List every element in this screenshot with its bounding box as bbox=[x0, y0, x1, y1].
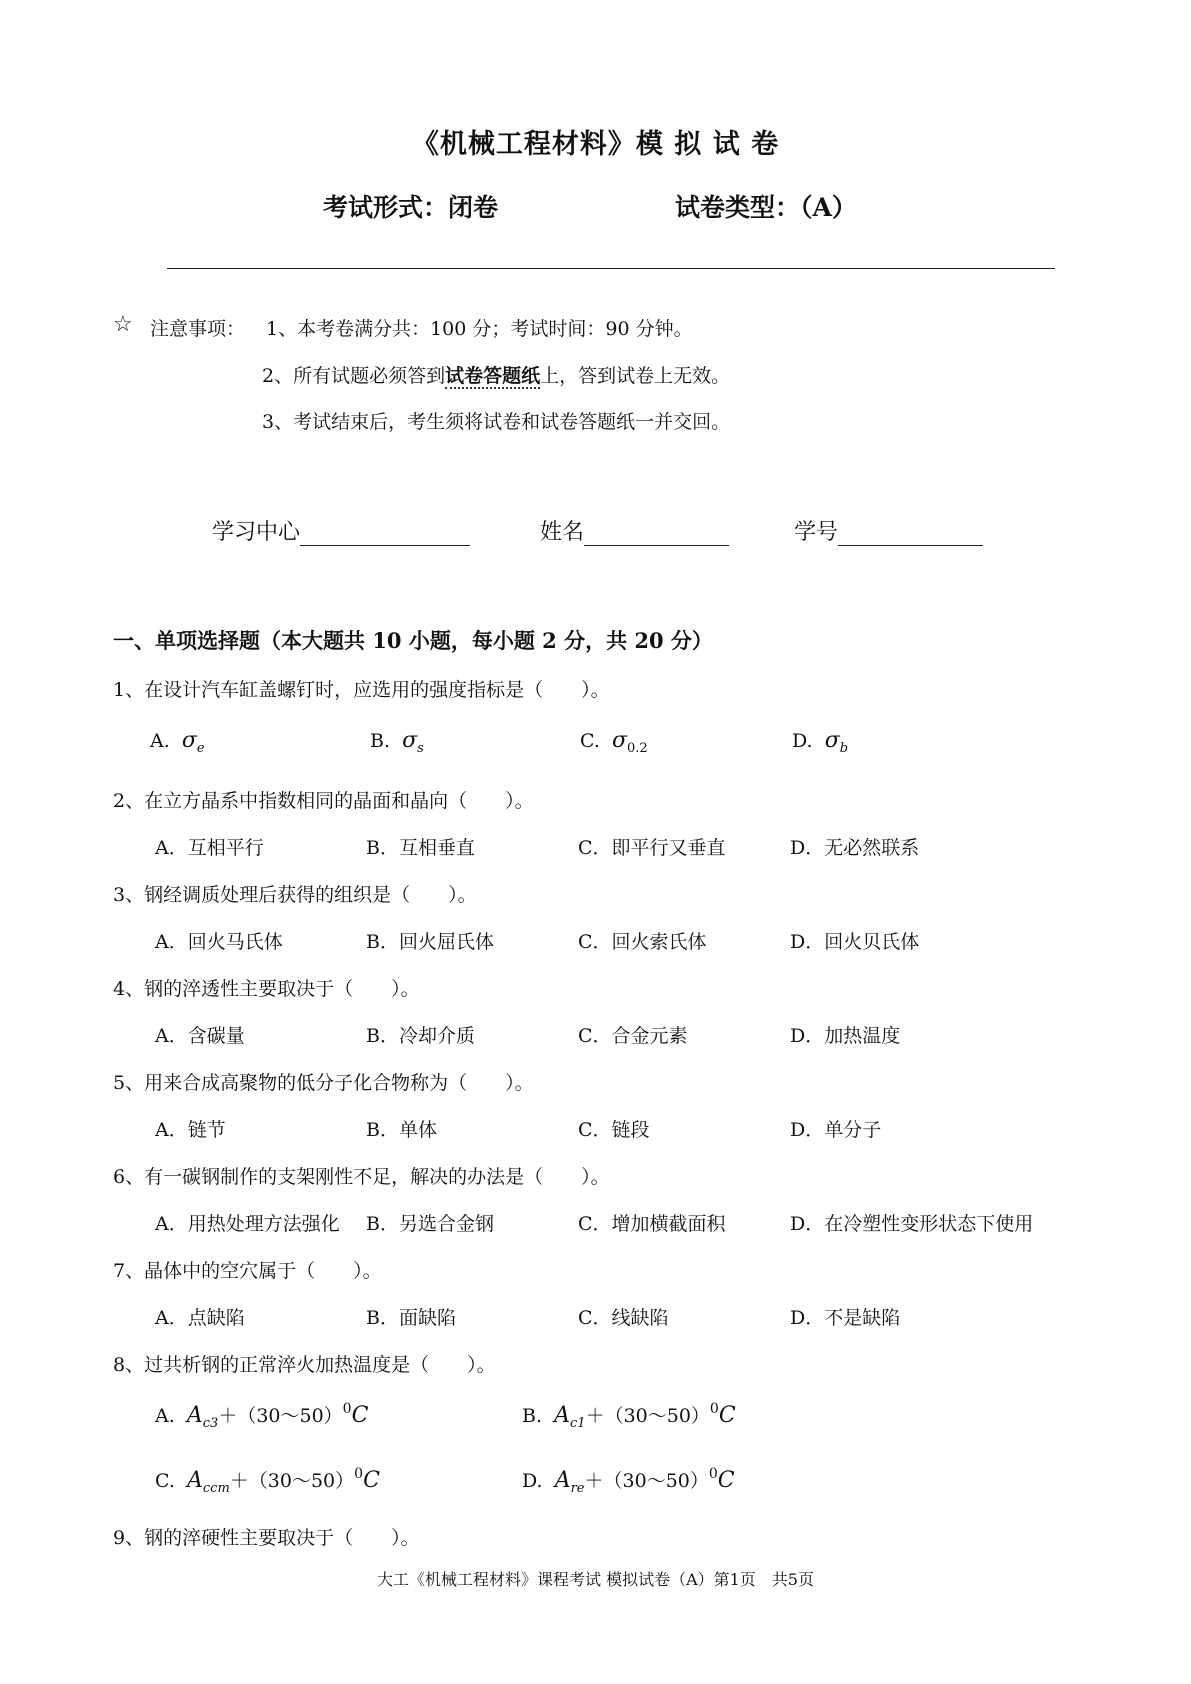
q3-option-b: B．回火屈氏体 bbox=[366, 931, 494, 953]
q4-option-c: C．合金元素 bbox=[578, 1025, 688, 1047]
exam-title: 《机械工程材料》模 拟 试 卷 bbox=[411, 129, 780, 160]
exam-form-label: 考试形式：闭卷 bbox=[323, 193, 499, 222]
question-3: 3、钢经调质处理后获得的组织是（ ）。 bbox=[113, 884, 477, 906]
question-9: 9、钢的淬硬性主要取决于（ ）。 bbox=[113, 1527, 420, 1549]
q8-option-c: C. $A_{ccm}+(30\sim 50)^0C$ bbox=[155, 1466, 380, 1496]
student-id-field bbox=[794, 515, 983, 546]
exam-type-label: 试卷类型：（A） bbox=[675, 193, 857, 222]
q7-option-a: A．点缺陷 bbox=[155, 1307, 245, 1329]
q2-option-c: C．即平行又垂直 bbox=[578, 837, 726, 859]
question-4: 4、钢的淬透性主要取决于（ ）。 bbox=[113, 978, 420, 1000]
q3-option-c: C．回火索氏体 bbox=[578, 931, 707, 953]
q6-option-a: A．用热处理方法强化 bbox=[155, 1213, 340, 1235]
note-item-3: 3、考试结束后，考生须将试卷和试卷答题纸一并交回。 bbox=[262, 411, 731, 433]
name-label: 姓名 bbox=[540, 520, 585, 545]
q4-option-b: B．冷却介质 bbox=[366, 1025, 475, 1047]
star-icon: ☆ bbox=[113, 312, 133, 337]
question-7: 7、晶体中的空穴属于（ ）。 bbox=[113, 1260, 382, 1282]
q8-option-b: B. $A_{c1}+(30\sim 50)^0C$ bbox=[522, 1401, 736, 1431]
q2-option-d: D．无必然联系 bbox=[790, 837, 920, 859]
question-6: 6、有一碳钢制作的支架刚性不足，解决的办法是（ ）。 bbox=[113, 1166, 610, 1188]
question-2: 2、在立方晶系中指数相同的晶面和晶向（ ）。 bbox=[113, 790, 534, 812]
q8-option-a: A. $A_{c3}+(30\sim 50)^0C$ bbox=[155, 1401, 369, 1431]
q7-option-d: D．不是缺陷 bbox=[790, 1307, 901, 1329]
note-item-2-pre: 2、所有试题必须答到 bbox=[262, 365, 446, 387]
section-heading: 一、单项选择题（本大题共 10 小题，每小题 2 分，共 20 分） bbox=[113, 628, 713, 653]
note-item-2-post: 上，答到试卷上无效。 bbox=[540, 365, 731, 387]
q5-option-c: C．链段 bbox=[578, 1119, 650, 1141]
q1-option-c: C. $\sigma_{0.2}$ bbox=[580, 728, 648, 756]
name-field bbox=[540, 515, 729, 546]
q4-option-d: D．加热温度 bbox=[790, 1025, 901, 1047]
q2-option-b: B．互相垂直 bbox=[366, 837, 475, 859]
question-1: 1、在设计汽车缸盖螺钉时，应选用的强度指标是（ ）。 bbox=[113, 679, 610, 701]
question-8: 8、过共析钢的正常淬火加热温度是（ ）。 bbox=[113, 1354, 496, 1376]
q5-option-d: D．单分子 bbox=[790, 1119, 882, 1141]
q1-option-b: B. $\sigma_s$ bbox=[370, 728, 424, 756]
student-id-blank[interactable] bbox=[838, 523, 983, 546]
answer-sheet-emphasis: 试卷答题纸 bbox=[445, 365, 541, 387]
q3-option-d: D．回火贝氏体 bbox=[790, 931, 920, 953]
q1-option-a: A. $\sigma_e$ bbox=[150, 728, 205, 756]
q3-option-a: A．回火马氏体 bbox=[155, 931, 283, 953]
notes-heading: 注意事项： bbox=[150, 318, 246, 340]
q8-option-d: D. $A_{re}+(30\sim 50)^0C$ bbox=[522, 1466, 735, 1496]
study-center-field bbox=[212, 515, 470, 546]
student-id-label: 学号 bbox=[794, 520, 839, 545]
study-center-blank[interactable] bbox=[300, 523, 470, 546]
q5-option-a: A．链节 bbox=[155, 1119, 226, 1141]
note-item-1: 1、本考卷满分共：100 分；考试时间：90 分钟。 bbox=[266, 318, 693, 340]
q1-option-d: D. $\sigma_b$ bbox=[792, 728, 849, 756]
q7-option-c: C．线缺陷 bbox=[578, 1307, 669, 1329]
study-center-label: 学习中心 bbox=[212, 520, 301, 545]
question-5: 5、用来合成高聚物的低分子化合物称为（ ）。 bbox=[113, 1072, 534, 1094]
q7-option-b: B．面缺陷 bbox=[366, 1307, 456, 1329]
q4-option-a: A．含碳量 bbox=[155, 1025, 245, 1047]
q5-option-b: B．单体 bbox=[366, 1119, 437, 1141]
note-item-2 bbox=[262, 361, 730, 388]
q6-option-c: C．增加横截面积 bbox=[578, 1213, 726, 1235]
q2-option-a: A．互相平行 bbox=[155, 837, 264, 859]
page-footer: 大工《机械工程材料》课程考试 模拟试卷（A）第1页 共5页 bbox=[376, 1570, 814, 1589]
name-blank[interactable] bbox=[584, 523, 729, 546]
header-divider bbox=[167, 268, 1055, 269]
q6-option-b: B．另选合金钢 bbox=[366, 1213, 494, 1235]
q6-option-d: D．在冷塑性变形状态下使用 bbox=[790, 1213, 1034, 1235]
